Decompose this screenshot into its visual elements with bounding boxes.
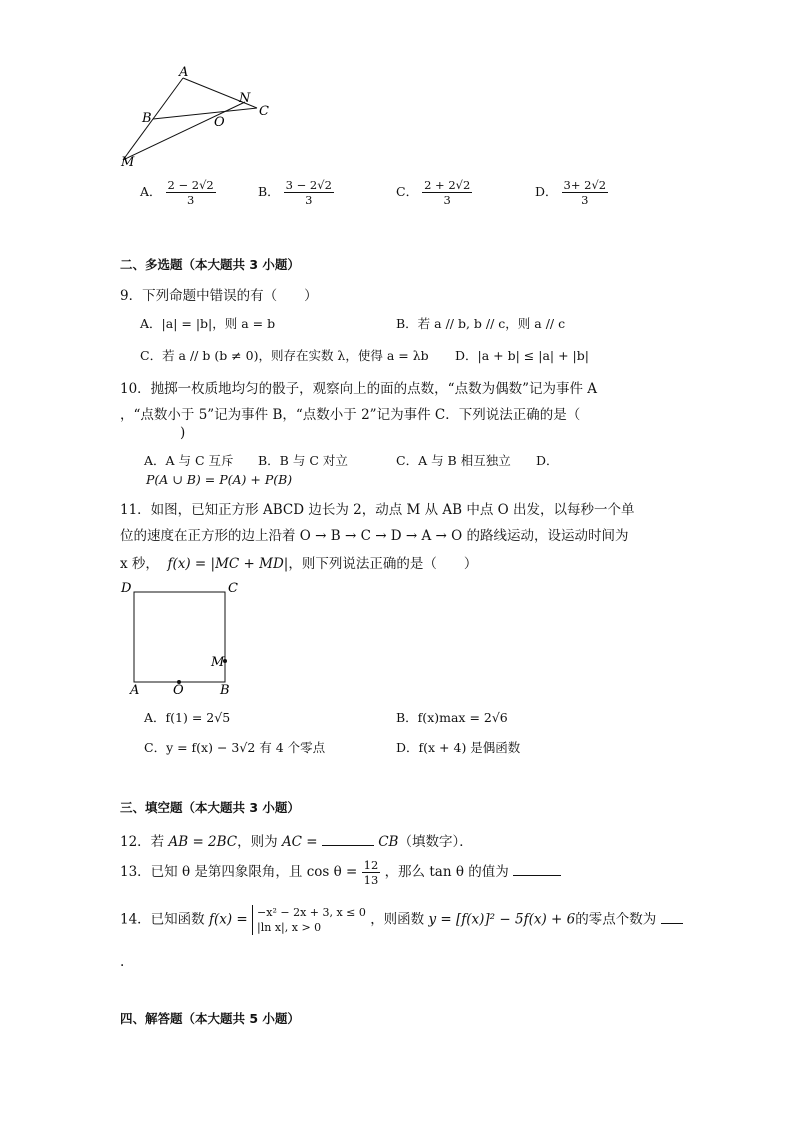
section-title-fill-in: 三、填空题（本大题共 3 小题） <box>120 800 300 815</box>
q10-line-3: ) <box>180 425 186 441</box>
q10-option-c: C．A 与 B 相互独立 <box>396 453 511 468</box>
q11-option-d: D．f(x + 4) 是偶函数 <box>396 740 521 755</box>
sq-label-B: B <box>220 683 230 698</box>
q8-option-a: A． $\frac{2 - 2√2}{3}$ <box>140 178 214 207</box>
label-A: A <box>179 65 189 80</box>
section-title-multiple-choice: 二、多选题（本大题共 3 小题） <box>120 257 300 272</box>
q9-stem: 9．下列命题中错误的有（ ） <box>120 288 318 304</box>
sq-label-C: C <box>228 581 238 596</box>
q14-dot: . <box>120 954 125 970</box>
sq-label-M: M <box>211 655 225 670</box>
label-C: C <box>259 104 269 119</box>
q11-option-b: B．f(x)max = 2√6 <box>396 710 508 725</box>
q9-option-d: D．|a + b| ≤ |a| + |b| <box>455 348 589 363</box>
q9-option-b: B．若 a // b, b // c，则 a // c <box>396 316 566 331</box>
q8-option-c: C． $\frac{2 + 2√2}{3}$ <box>396 178 471 207</box>
label-B: B <box>142 111 152 126</box>
q10-option-b: B．B 与 C 对立 <box>258 453 348 468</box>
q8-option-b: B． $\frac{3 - 2√2}{3}$ <box>258 178 332 207</box>
q10-line-1: 10．抛掷一枚质地均匀的骰子，观察向上的面的点数，“点数为偶数”记为事件 A <box>120 381 598 397</box>
q12: 12．若 AB = 2BC，则为 AC = CB（填数字）． <box>120 834 473 850</box>
q10-option-a: A．A 与 C 互斥 <box>144 453 234 468</box>
q12-answer-blank[interactable] <box>322 833 374 846</box>
q13: 13．已知 θ 是第四象限角，且 cos θ = $\frac{12}{13}$ ，那么 tan θ 的值为 <box>120 858 561 887</box>
square-figure <box>118 578 248 698</box>
triangle-figure <box>115 62 285 172</box>
q8-option-d: D． $\frac{3+ 2√2}{3}$ <box>535 178 607 207</box>
q10-option-d: P(A ∪ B) = P(A) + P(B) <box>146 472 293 487</box>
section-title-solution: 四、解答题（本大题共 5 小题） <box>120 1011 300 1026</box>
sq-label-O: O <box>173 683 184 698</box>
q11-option-c: C．y = f(x) − 3√2 有 4 个零点 <box>144 740 326 755</box>
label-O: O <box>214 115 225 130</box>
q14: 14．已知函数 f(x) = −x² − 2x + 3, x ≤ 0 |ln x|, x > 0 ，则函数 y = [f(x)]² − 5f(x) + 6的零点个数为 <box>120 905 683 935</box>
q10-line-2: ，“点数小于 5”记为事件 B，“点数小于 2”记为事件 C．下列说法正确的是（ <box>120 407 581 423</box>
sq-label-A: A <box>130 683 140 698</box>
sq-label-D: D <box>121 581 132 596</box>
label-N: N <box>239 91 251 106</box>
q13-answer-blank[interactable] <box>513 863 561 876</box>
q11-option-a: A．f(1) = 2√5 <box>144 710 231 725</box>
q11-line-1: 11．如图，已知正方形 ABCD 边长为 2，动点 M 从 AB 中点 O 出发，以每秒一个单 <box>120 502 635 518</box>
q11-line-2: 位的速度在正方形的边上沿着 O → B → C → D → A → O 的路线运动，设运动时间为 <box>120 528 629 544</box>
q14-answer-blank[interactable] <box>661 911 683 924</box>
label-M: M <box>121 155 135 170</box>
q9-option-a: A．|a| = |b|，则 a = b <box>140 316 276 331</box>
q9-option-c: C．若 a // b (b ≠ 0)，则存在实数 λ，使得 a = λb <box>140 348 429 363</box>
q10-option-d-prefix: D． <box>536 453 559 468</box>
q11-line-3: x 秒， f(x) = |MC + MD|，则下列说法正确的是（ ） <box>120 556 478 572</box>
